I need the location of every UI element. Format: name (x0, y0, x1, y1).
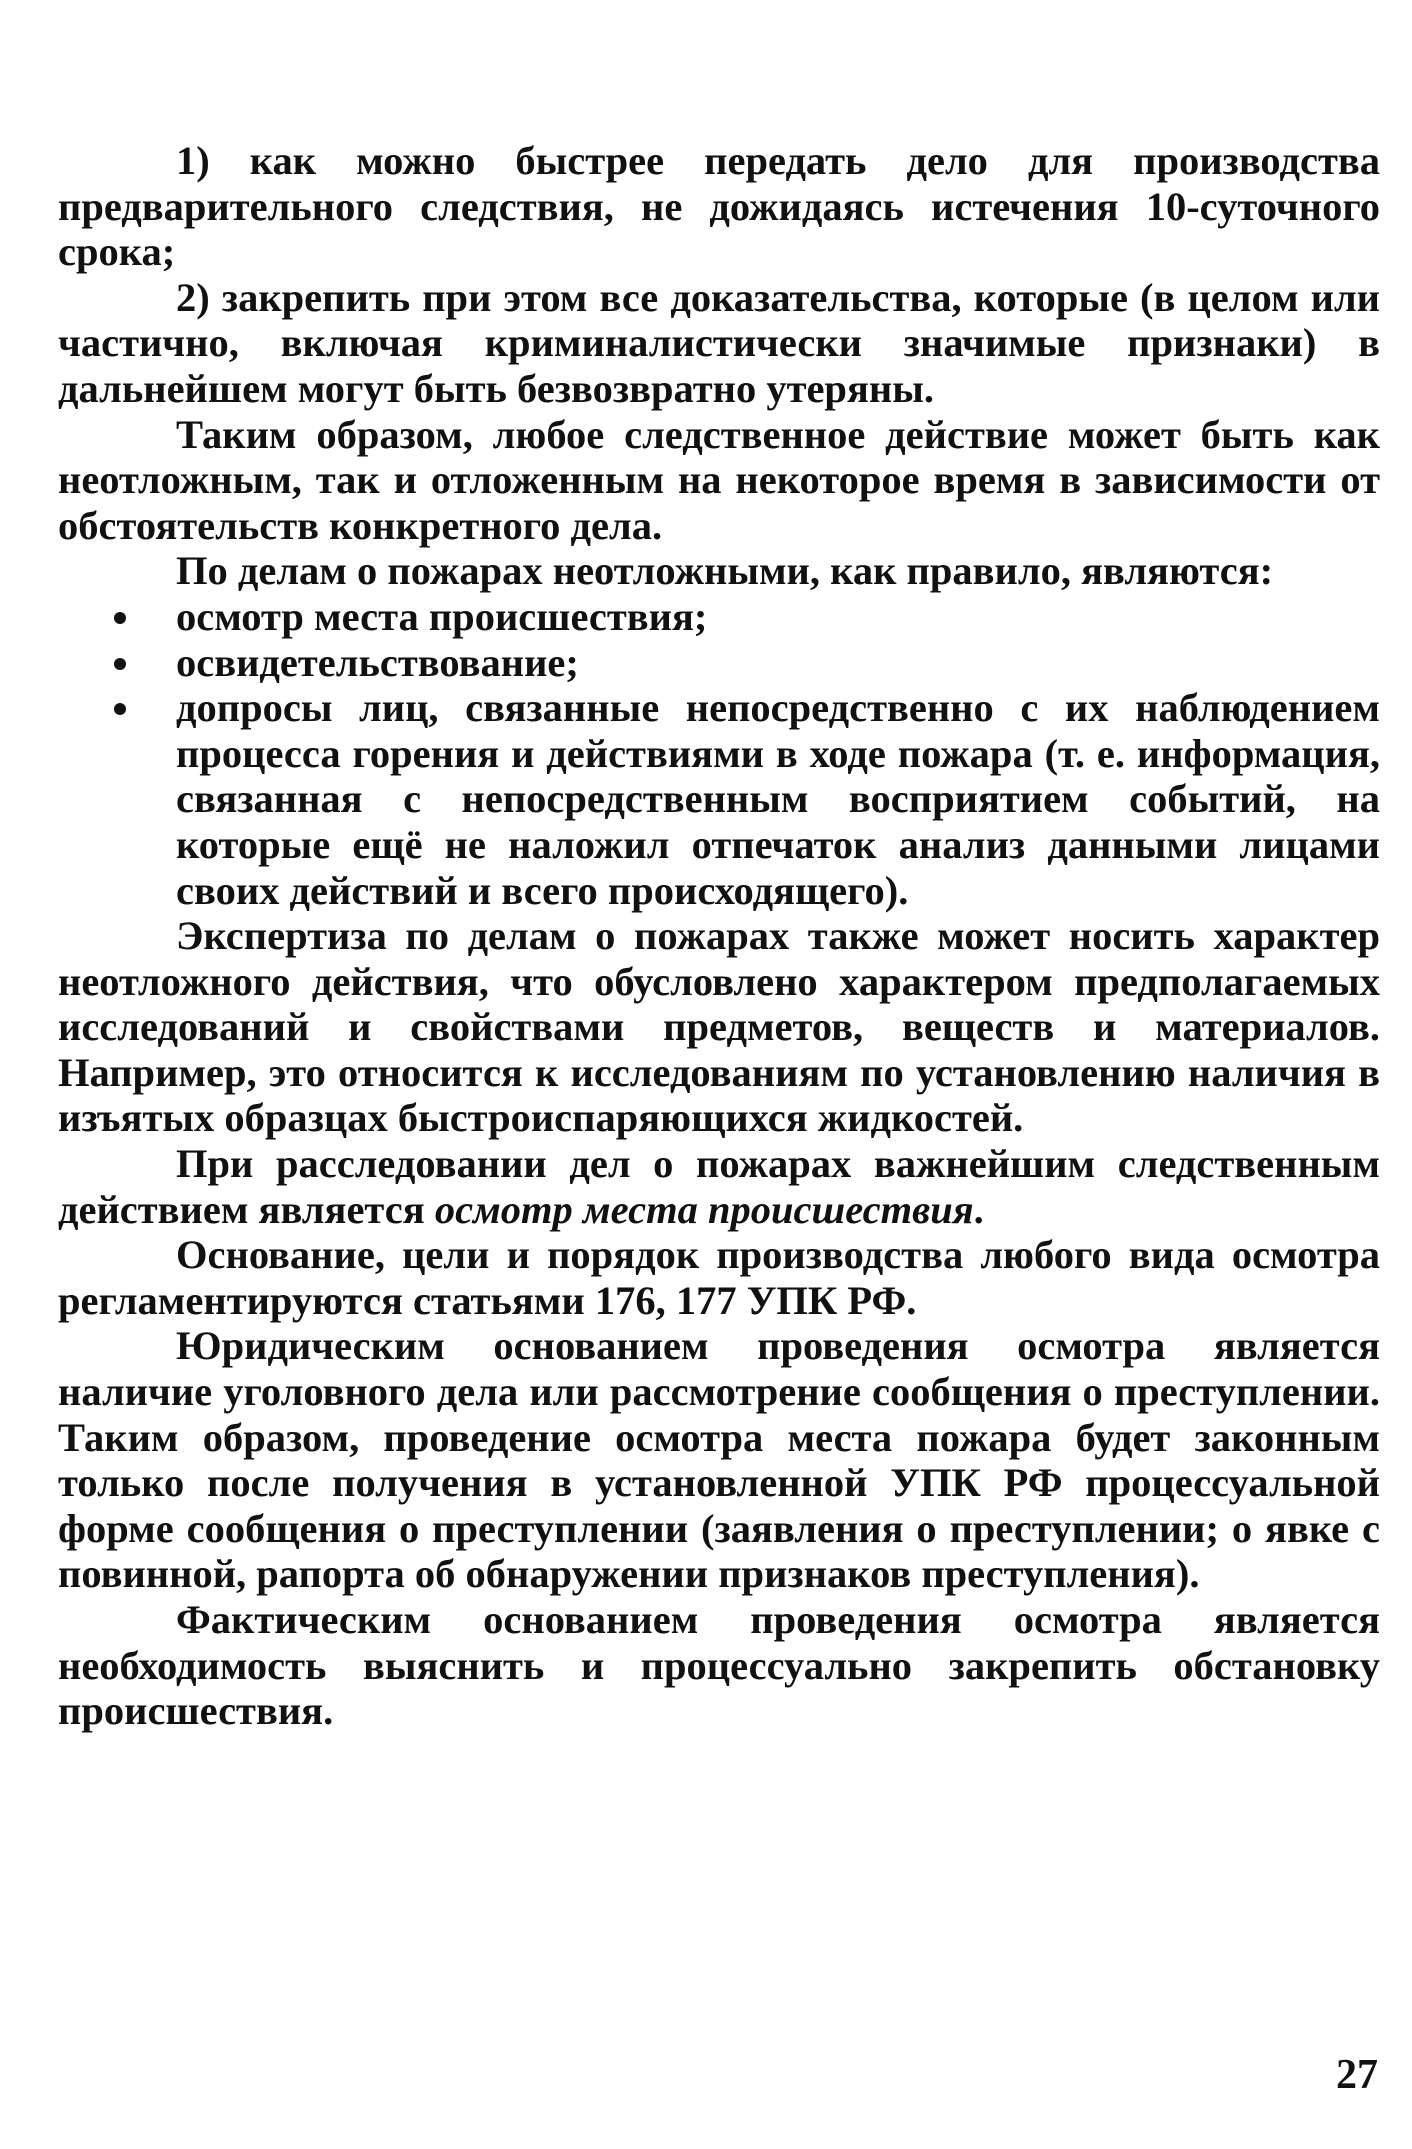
paragraph-expertise: Экспертиза по делам о пожарах также может носить характер неотложного действия, что обусловлено характером предполагаемых исследований и свойствами предметов, веществ и материалов. Например, это относится к исследованиям по установлению наличия в изъятых образцах быстроиспаряющихся жидкостей. (58, 913, 1380, 1141)
paragraph-inspection-tail: . (973, 1186, 984, 1232)
bullet-icon (114, 703, 126, 715)
bullet-icon (114, 658, 126, 670)
list-item-text: осмотр места происшествия; (176, 593, 708, 639)
paragraph-legal-articles: Основание, цели и порядок производства любого вида осмотра регламентируются статьями 176, 177 УПК РФ. (58, 1232, 1380, 1323)
paragraph-list-intro: По делам о пожарах неотложными, как правило, являются: (176, 548, 1274, 594)
bullet-list (58, 594, 1380, 913)
paragraph-inspection-key (58, 1141, 1380, 1232)
list-item (58, 685, 1380, 913)
list-item-text: допросы лиц, связанные непосредственно с их наблюдением процесса горения и действиями в ходе пожара (т. е. информация, связанная с непосредственным восприятием событий, на которые ещё не наложил отпечаток анализ данными лицами своих действий и всего происходящего). (176, 685, 1380, 913)
paragraph-conclusion: Таким образом, любое следственное действие может быть как неотложным, так и отложенным на некоторое время в зависимости от обстоятельств конкретного дела. (58, 411, 1380, 548)
list-item-text: освидетельствование; (176, 639, 579, 685)
bullet-icon (114, 612, 126, 624)
paragraph-inspection-lead: При расследовании дел о пожарах важнейшим следственным действием является (58, 1141, 1380, 1232)
paragraph-item-1: 1) как можно быстрее передать дело для производства предварительного следствия, не дожидаясь истечения 10-суточного срока; (58, 138, 1380, 275)
list-item (58, 640, 1380, 686)
paragraph-factual-basis: Фактическим основанием проведения осмотра является необходимость выяснить и процессуально закрепить обстановку происшествия. (58, 1597, 1380, 1734)
page-body (58, 138, 1380, 1734)
list-item (58, 594, 1380, 640)
page-number: 27 (1336, 2052, 1378, 2098)
emphasized-term: осмотр места происшествия (434, 1186, 974, 1232)
paragraph-item-2: 2) закрепить при этом все доказательства, которые (в целом или частично, включая криминалистически значимые признаки) в дальнейшем могут быть безвозвратно утеряны. (58, 274, 1380, 411)
paragraph-legal-basis: Юридическим основанием проведения осмотра является наличие уголовного дела или рассмотрение сообщения о преступлении. Таким образом, проведение осмотра места пожара будет законным только после получения в установленной УПК РФ процессуальной форме сообщения о преступлении (заявления о преступлении; о явке с повинной, рапорта об обнаружении признаков преступления). (58, 1323, 1380, 1597)
